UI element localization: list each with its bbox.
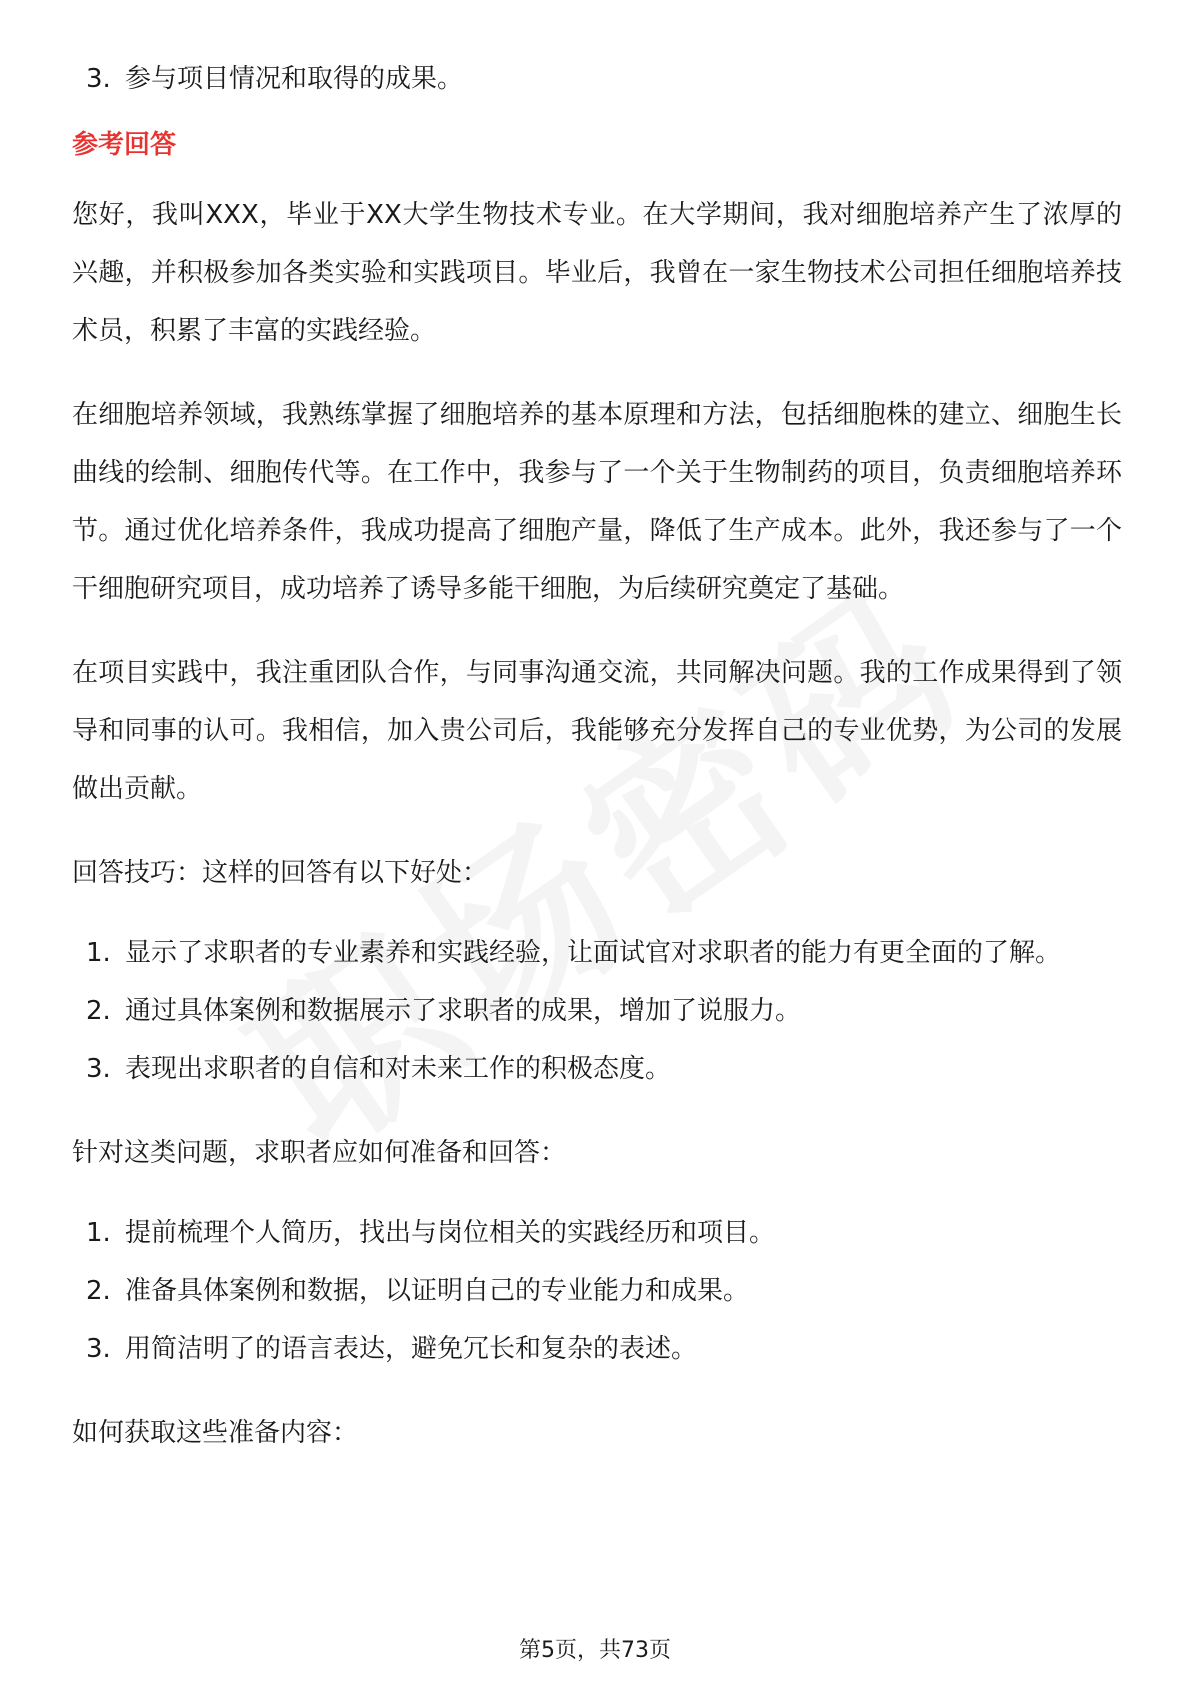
list-item: [72, 982, 1122, 1040]
top-list: [72, 52, 1122, 106]
obtain-heading: 如何获取这些准备内容：: [72, 1418, 359, 1448]
page-content: [72, 52, 1122, 1462]
list-item-text: 参与项目情况和取得的成果。: [125, 64, 464, 94]
reference-answer-heading: 参考回答: [72, 130, 177, 160]
paragraph-intro: 您好，我叫XXX，毕业于XX大学生物技术专业。在大学期间，我对细胞培养产生了浓厚的兴趣，并积极参加各类实验和实践项目。毕业后，我曾在一家生物技术公司担任细胞培养技术员，积累了丰富的实践经验。: [72, 200, 1122, 346]
list-item: [72, 1262, 1122, 1320]
prep-list: [72, 1204, 1122, 1378]
list-item-text: 通过具体案例和数据展示了求职者的成果，增加了说服力。: [125, 996, 802, 1026]
list-number: 3.: [86, 1054, 111, 1084]
page-number-footer: 第5页，共73页: [519, 1638, 671, 1663]
paragraph-teamwork: 在项目实践中，我注重团队合作，与同事沟通交流，共同解决问题。我的工作成果得到了领导和同事的认可。我相信，加入贵公司后，我能够充分发挥自己的专业优势，为公司的发展做出贡献。: [72, 658, 1122, 804]
list-number: 2.: [86, 996, 111, 1026]
list-item-text: 提前梳理个人简历，找出与岗位相关的实践经历和项目。: [125, 1218, 776, 1248]
prep-heading: 针对这类问题，求职者应如何准备和回答：: [72, 1138, 567, 1168]
list-item: [72, 924, 1122, 982]
list-number: 2.: [86, 1276, 111, 1306]
list-item-text: 用简洁明了的语言表达，避免冗长和复杂的表述。: [125, 1334, 698, 1364]
list-number: 3.: [86, 64, 111, 94]
list-item: [72, 1040, 1122, 1098]
tips-heading: 回答技巧：这样的回答有以下好处：: [72, 858, 489, 888]
list-item-text: 准备具体案例和数据，以证明自己的专业能力和成果。: [125, 1276, 750, 1306]
list-item: [72, 1204, 1122, 1262]
list-number: 1.: [86, 1218, 111, 1248]
list-number: 3.: [86, 1334, 111, 1364]
tips-list: [72, 924, 1122, 1098]
list-item: [72, 52, 1122, 106]
list-number: 1.: [86, 938, 111, 968]
paragraph-experience: 在细胞培养领域，我熟练掌握了细胞培养的基本原理和方法，包括细胞株的建立、细胞生长曲线的绘制、细胞传代等。在工作中，我参与了一个关于生物制药的项目，负责细胞培养环节。通过优化培养条件，我成功提高了细胞产量，降低了生产成本。此外，我还参与了一个干细胞研究项目，成功培养了诱导多能干细胞，为后续研究奠定了基础。: [72, 400, 1122, 604]
list-item-text: 表现出求职者的自信和对未来工作的积极态度。: [125, 1054, 672, 1084]
list-item: [72, 1320, 1122, 1378]
list-item-text: 显示了求职者的专业素养和实践经验，让面试官对求职者的能力有更全面的了解。: [125, 938, 1062, 968]
